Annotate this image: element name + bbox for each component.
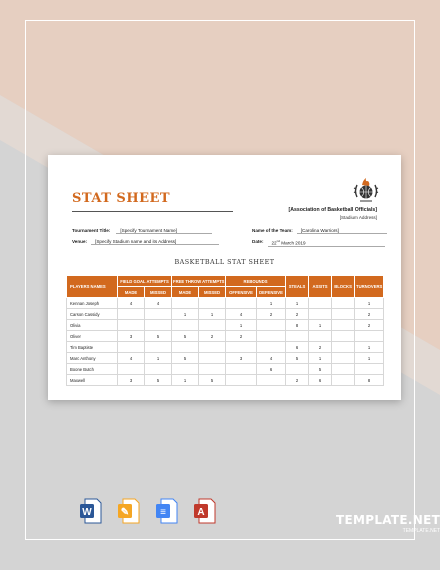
stat-cell-blocks [332,309,355,320]
stat-cell-ft-made: 1 [172,309,199,320]
stat-cell-blocks [332,375,355,386]
stat-cell-fg-missed: 4 [145,298,172,309]
stat-cell-ft-missed [199,320,226,331]
stat-cell-turnovers [355,364,384,375]
stat-cell-off [226,342,257,353]
stat-cell-fg-missed: 5 [145,375,172,386]
google-docs-icon[interactable] [155,497,179,525]
date-value: 22nd March 2019 [268,239,385,247]
player-name-cell: Boone Butch [67,364,118,375]
table-row [67,320,384,331]
stat-cell-ft-made: 5 [172,331,199,342]
title-underline [72,211,233,212]
word-icon[interactable] [79,497,103,525]
player-name-cell: Marc Anthony [67,353,118,364]
stat-cell-steals: 2 [286,309,309,320]
player-name-cell: Olivia [67,320,118,331]
stat-cell-ft-made [172,342,199,353]
association-name: [Association of Basketball Officials] [288,207,377,213]
document-title: STAT SHEET [72,191,171,206]
stat-cell-blocks [332,320,355,331]
stat-cell-steals [286,331,309,342]
venue-row [72,239,219,245]
stat-cell-blocks [332,342,355,353]
svg-text:✎: ✎ [120,507,130,518]
header-blocks: BLOCKS [332,276,355,298]
stat-cell-fg-missed [145,342,172,353]
svg-text:W: W [82,507,92,518]
player-name-cell: Tim Baptiste [67,342,118,353]
stat-cell-turnovers: 1 [355,342,384,353]
stat-cell-assists: 1 [309,320,332,331]
brand-watermark [336,513,440,534]
brand-logo-text: TEMPLATE.NET [336,513,440,527]
table-row [67,375,384,386]
format-icons [79,497,217,525]
player-name-cell: Oliver [67,331,118,342]
stat-cell-off: 4 [226,309,257,320]
venue-value: [Specify Stadium name and its Address] [91,239,219,245]
stat-cell-ft-made [172,320,199,331]
stat-cell-steals: 6 [286,342,309,353]
stat-cell-ft-missed: 5 [199,375,226,386]
brand-url: TEMPLATE.NET [402,528,440,534]
stat-cell-fg-missed [145,320,172,331]
stat-cell-ft-missed: 2 [199,331,226,342]
header-rebounds: REBOUNDS [226,276,286,287]
stat-cell-def [257,342,286,353]
stat-cell-fg-made: 3 [118,375,145,386]
header-steals: STEALS [286,276,309,298]
stat-cell-turnovers: 1 [355,298,384,309]
stat-cell-fg-made [118,309,145,320]
table-row [67,364,384,375]
player-name-cell: Carson Cassidy [67,309,118,320]
pages-icon[interactable] [117,497,141,525]
header-fg-made: MADE [118,287,145,298]
table-row [67,353,384,364]
tournament-value: [Specify Tournament Name] [116,228,212,234]
stat-cell-ft-missed [199,353,226,364]
stat-cell-fg-made [118,320,145,331]
stat-cell-def: 1 [257,298,286,309]
stat-cell-turnovers: 8 [355,375,384,386]
header-players: PLAYERS NAMES [67,276,118,298]
stat-cell-fg-made [118,364,145,375]
stat-cell-def [257,375,286,386]
section-title: BASKETBALL STAT SHEET [174,258,275,266]
stat-cell-def: 6 [257,364,286,375]
stat-cell-ft-missed [199,342,226,353]
stats-table-body [67,298,384,386]
header-fg-missed: MISSED [145,287,172,298]
stat-cell-off [226,375,257,386]
stat-cell-steals: 2 [286,375,309,386]
table-row [67,298,384,309]
stadium-address: [Stadium Address] [339,215,377,220]
stat-cell-assists [309,331,332,342]
stat-cell-fg-made: 3 [118,331,145,342]
stat-cell-off: 1 [226,320,257,331]
header-free-throw: FREE THROW ATTEMPTS [172,276,226,287]
stat-cell-off: 3 [226,353,257,364]
header-offensive: OFFENSIVE [226,287,257,298]
table-row [67,331,384,342]
stat-cell-assists: 5 [309,364,332,375]
stat-cell-steals: 1 [286,298,309,309]
stat-cell-fg-missed: 1 [145,353,172,364]
table-row [67,342,384,353]
stat-cell-ft-missed [199,364,226,375]
stats-table [66,275,384,386]
stat-cell-def [257,331,286,342]
stat-cell-steals: 5 [286,353,309,364]
stat-cell-ft-made [172,364,199,375]
stat-cell-fg-made: 4 [118,298,145,309]
header-ft-missed: MISSED [199,287,226,298]
team-row [252,228,387,234]
header-field-goal: FIELD GOAL ATTEMPTS [118,276,172,287]
pdf-icon[interactable] [193,497,217,525]
stat-cell-blocks [332,298,355,309]
table-row [67,309,384,320]
stat-cell-steals: 8 [286,320,309,331]
stat-cell-assists: 2 [309,342,332,353]
team-label: Name of the Team: [252,228,293,233]
stat-cell-fg-missed: 5 [145,331,172,342]
svg-text:≡: ≡ [160,507,166,518]
svg-text:A: A [197,507,205,518]
stat-cell-off: 2 [226,331,257,342]
stat-cell-blocks [332,364,355,375]
header-assists: ASSITS [309,276,332,298]
header-defensive: DEFENSIVE [257,287,286,298]
team-value: [Carolina Warriors] [297,228,387,234]
stat-cell-def: 4 [257,353,286,364]
header-ft-made: MADE [172,287,199,298]
stat-cell-turnovers: 2 [355,309,384,320]
stat-cell-ft-missed [199,298,226,309]
stat-cell-fg-missed [145,309,172,320]
stat-cell-blocks [332,331,355,342]
stat-cell-def [257,320,286,331]
stat-cell-ft-made [172,298,199,309]
stat-cell-ft-made: 5 [172,353,199,364]
stat-cell-assists: 1 [309,353,332,364]
stat-cell-fg-made [118,342,145,353]
stat-cell-assists: 6 [309,375,332,386]
stat-cell-turnovers [355,331,384,342]
stat-cell-fg-made: 4 [118,353,145,364]
player-name-cell: Maxwell [67,375,118,386]
stat-cell-blocks [332,353,355,364]
stat-cell-ft-made: 1 [172,375,199,386]
basketball-logo-icon [351,177,381,207]
stat-cell-off [226,298,257,309]
venue-label: Venue: [72,239,88,244]
tournament-row [72,228,212,234]
tournament-label: Tournament Title: [72,228,111,233]
header-turnovers: TURNOVERS [355,276,384,298]
date-row [252,239,385,247]
stat-cell-steals [286,364,309,375]
stat-cell-ft-missed: 1 [199,309,226,320]
date-label: Date: [252,239,264,244]
stat-cell-fg-missed [145,364,172,375]
stat-cell-turnovers: 1 [355,353,384,364]
stat-cell-assists [309,309,332,320]
stat-cell-turnovers: 2 [355,320,384,331]
stat-sheet-document [48,155,401,400]
stat-cell-off [226,364,257,375]
stat-cell-assists [309,298,332,309]
player-name-cell: Kennan Joseph [67,298,118,309]
stat-cell-def: 2 [257,309,286,320]
